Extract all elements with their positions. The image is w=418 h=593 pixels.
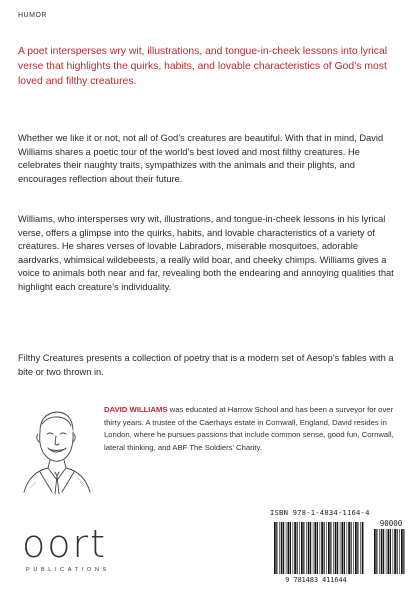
barcode-bar: [335, 522, 337, 574]
tagline: A poet intersperses wry wit, illustrations, and tongue-in-cheek lessons into lyrical verse that highlights the quirks, habits, and lovable characteristics of God’s most loved and filthy creatures.: [18, 46, 388, 87]
barcode-bar: [293, 522, 294, 574]
barcode-bar: [333, 522, 334, 574]
barcode-bar: [283, 522, 284, 574]
barcode-bar: [386, 529, 387, 574]
barcode-bar: [313, 522, 314, 574]
isbn-barcode: [270, 518, 408, 584]
barcode-bar: [360, 522, 361, 574]
barcode-bar: [379, 529, 380, 574]
author-portrait-sketch: [18, 402, 96, 498]
barcode-bar: [288, 522, 290, 574]
barcode-bar: [297, 522, 298, 574]
barcode-bar: [299, 522, 300, 574]
barcode-bar: [317, 522, 318, 574]
barcode-bar: [281, 522, 283, 574]
barcode-bar: [310, 522, 311, 574]
author-bio-text: was educated at Harrow School and has been a surveyor for over thirty years. A trustee of the Caerhays estate in Cornwall, England, David resides in London, where he pursues passions that include common sense, good fun, Cornwall, lateral thinking, and ABF The Soldiers’ Charity.: [104, 405, 394, 452]
barcode-bar: [381, 529, 383, 574]
barcode-bar: [348, 522, 350, 574]
barcode-bar: [355, 522, 357, 574]
barcode-bar: [351, 522, 352, 574]
barcode-bar: [362, 522, 364, 574]
price-code: 90000: [379, 519, 403, 528]
barcode-bar: [274, 522, 276, 574]
barcode-bar: [315, 522, 317, 574]
barcode-bar: [357, 522, 358, 574]
barcode-bar: [286, 522, 287, 574]
barcode-bar: [324, 522, 325, 574]
barcode-number: 9 781483 411644: [285, 576, 347, 584]
barcode-bar: [403, 529, 404, 574]
barcode-bar: [276, 522, 277, 574]
barcode-bar: [320, 522, 321, 574]
description-paragraph-3: Filthy Creatures presents a collection of poetry that is a modern set of Aesop’s fables with a bite or two thrown in.: [18, 353, 394, 377]
barcode-bar: [290, 522, 291, 574]
publisher-logo-sub: PUBLICATIONS: [26, 567, 110, 573]
publisher-logo-word: oort: [22, 522, 108, 566]
barcode-bar: [376, 529, 377, 574]
barcode-bar: [388, 529, 390, 574]
description-paragraph-2: Williams, who intersperses wry wit, illustrations, and tongue-in-cheek lessons in his lyrical verse, offers a glimpse into the quirks, habits, and lovable characteristics of a variety of creatures. He shares verses of lovable Labradors, miserable mosquitoes, adorable aardvarks, whimsical wildebeests, a really wild boar, and cheeky chimps. Williams gives a voice to animals both near and far, revealing both the endearing and annoying qualities that highlight each creature’s individuality.: [18, 214, 394, 292]
barcode-bar: [306, 522, 307, 574]
barcode-bar: [394, 529, 396, 574]
barcode-bar: [321, 522, 323, 574]
barcode-bar: [374, 529, 376, 574]
barcode-bar: [303, 522, 304, 574]
author-bio: [104, 404, 404, 454]
isbn-label: ISBN 978-1-4834-1164-4: [270, 508, 370, 517]
genre-label: HUMOR: [18, 12, 47, 19]
barcode-bar: [328, 522, 330, 574]
author-name: DAVID WILLIAMS: [104, 405, 168, 414]
description-paragraph-1: Whether we like it or not, not all of God’s creatures are beautiful. With that in mind, David Williams shares a poetic tour of the world’s best loved and most filthy creatures. He celebrates their naughty traits, sympathizes with the animals and their plights, and encourages reflection about their future.: [18, 133, 384, 184]
barcode-bar: [342, 522, 344, 574]
barcode-bar: [301, 522, 303, 574]
barcode-bar: [390, 529, 391, 574]
barcode-bar: [344, 522, 345, 574]
barcode-bar: [279, 522, 280, 574]
barcode-bar: [393, 529, 394, 574]
barcode-bar: [347, 522, 348, 574]
publisher-logo: [22, 522, 152, 577]
barcode-bar: [353, 522, 354, 574]
barcode-bar: [401, 529, 403, 574]
barcode-bar: [294, 522, 296, 574]
barcode-bar: [383, 529, 384, 574]
barcode-bar: [397, 529, 398, 574]
barcode-bar: [308, 522, 310, 574]
barcode-bar: [337, 522, 338, 574]
barcode-bar: [330, 522, 331, 574]
barcode-bar: [326, 522, 327, 574]
barcode-bar: [340, 522, 341, 574]
barcode-bar: [399, 529, 400, 574]
